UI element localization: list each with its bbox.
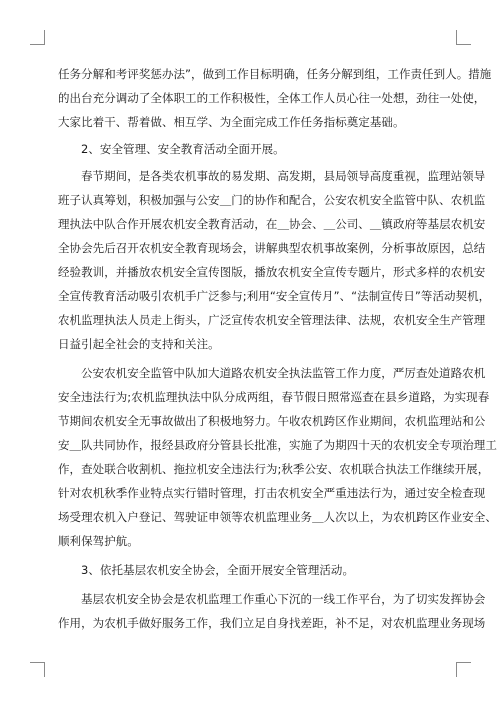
text-line: 基层农机安全协会是农机监理工作重心下沉的一线工作平台，为了切实发挥协会: [81, 592, 486, 606]
text-line: 全协会先后召开农机安全教育现场会，讲解典型农机事故案例，分析事故原因，总结: [58, 241, 486, 255]
crop-mark-top-left: [30, 30, 45, 45]
text-line: 作用，为农机手做好服务工作，我们立足自身找差距，补不足，对农机监理业务现场: [58, 616, 486, 630]
text-line: 全宣传教育活动吸引农机手广泛参与;利用“安全宣传月”、“法制宣传日”等活动契机，: [58, 289, 491, 303]
text-line: 场受理农机入户登记、驾驶证申领等农机监理业务＿人次以上，为农机跨区作业安全、: [58, 510, 497, 524]
document-body: [58, 62, 497, 635]
text-line: 春节期间，是各类农机事故的易发期、高发期，县局领导高度重视，监理站领导: [81, 169, 486, 183]
text-line: 节期间农机安全无事故做出了积极地努力。午收农机跨区作业期间，农机监理站和公: [58, 414, 486, 428]
text-line: 作，查处联合收割机、拖拉机安全违法行为;秋季公安、农机联合执法工作继续开展，: [58, 462, 490, 476]
paragraph-spring-festival: [58, 164, 491, 356]
crop-mark-bottom-right: [456, 662, 471, 677]
text-line: 日益引起全社会的支持和关注。: [58, 337, 220, 351]
text-line: 班子认真筹划，积极加强与公安＿门的协作和配合，公安农机安全监管中队、农机监: [58, 193, 486, 207]
paragraph-police-enforcement: [58, 361, 497, 553]
text-line: 经验教训，并播放农机安全宣传图版，播放农机安全宣传专题片，形式多样的农机安: [58, 265, 486, 279]
text-line: 的出台充分调动了全体职工的工作积极性，全体工作人员心往一处想，劲往一处使，: [58, 91, 486, 105]
text-line: 安＿队共同协作，报经县政府分管县长批准，实施了为期四十天的农机安全专项治理工: [58, 438, 497, 452]
text-line: 安全违法行为;农机监理执法中队分成两组，春节假日照常巡查在县乡道路，为实现春: [58, 390, 490, 404]
text-line: 大家比着干、帮着做、相互学、为全面完成工作任务指标奠定基础。: [58, 115, 405, 129]
section-heading-2: [58, 137, 441, 161]
paragraph-association: [58, 587, 486, 635]
paragraph-continuation: [58, 62, 492, 134]
text-line: 理执法中队合作开展农机安全教育活动，在＿协会、＿公司、＿镇政府等基层农机安: [58, 217, 486, 231]
text-line: 公安农机安全监管中队加大道路农机安全执法监管工作力度，严厉查处道路农机: [81, 366, 486, 380]
crop-mark-top-right: [456, 30, 471, 45]
text-line: 3、依托基层农机安全协会，全面开展安全管理活动。: [81, 563, 355, 577]
text-line: 农机监理执法人员走上街头，广泛宣传农机安全管理法律、法规，农机安全生产管理: [58, 313, 486, 327]
text-line: 顺利保驾护航。: [58, 534, 139, 548]
text-line: 针对农机秋季作业特点实行错时管理，打击农机安全严重违法行为，通过安全检查现: [58, 486, 486, 500]
text-line: 2、安全管理、安全教育活动全面开展。: [81, 142, 285, 156]
crop-mark-bottom-left: [30, 662, 45, 677]
section-heading-3: [58, 558, 441, 582]
text-line: 任务分解和考评奖惩办法”，做到工作目标明确，任务分解到组，工作责任到人。措施: [58, 67, 492, 81]
